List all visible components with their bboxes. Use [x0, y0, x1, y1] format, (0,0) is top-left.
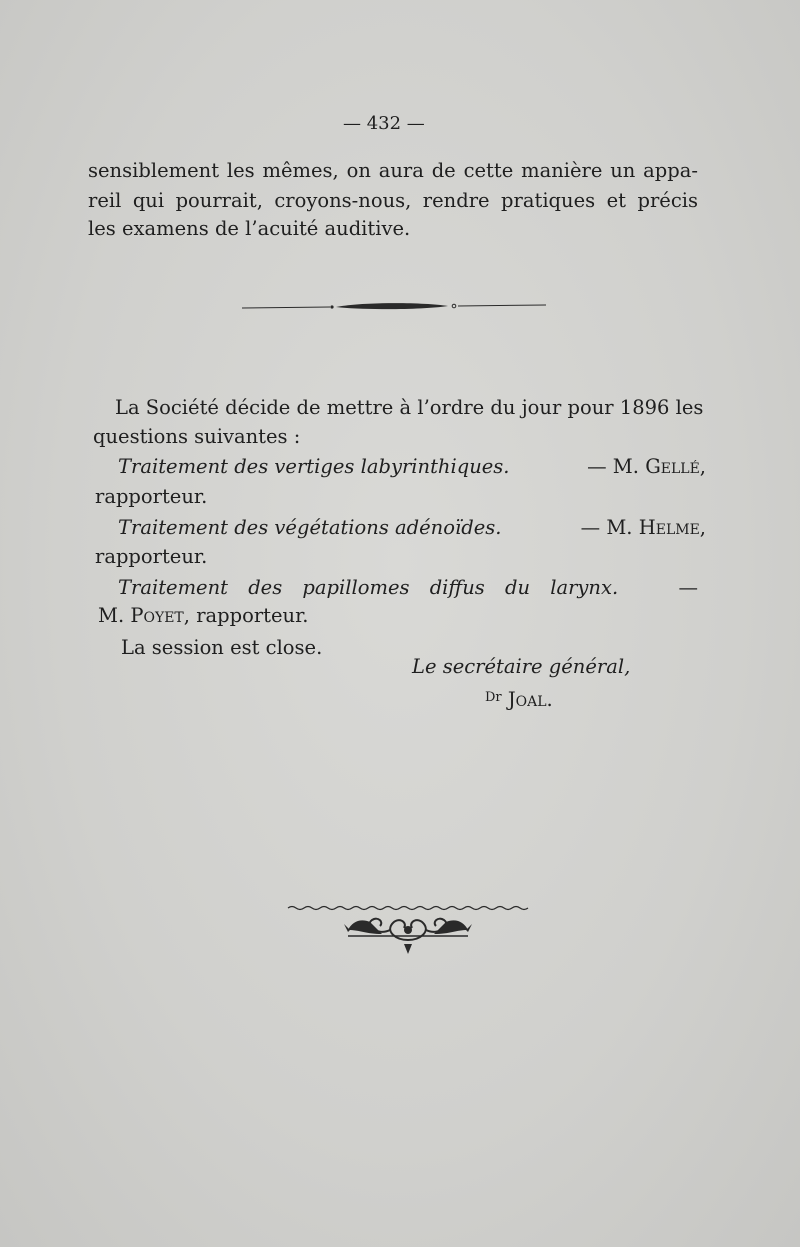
- question-3: [118, 572, 698, 603]
- question-1: [118, 451, 706, 482]
- closing-line: La session est close.: [121, 636, 323, 659]
- signature-dr: Dr: [485, 690, 502, 705]
- signature-name: [485, 682, 553, 715]
- intro-line-1: sensiblement les mêmes, on aura de cette manière un appa-: [88, 159, 698, 182]
- ornament-fleuron-icon: [286, 900, 530, 958]
- question-3-dash: —: [678, 576, 698, 599]
- decision-line-1: La Société décide de mettre à l’ordre du jour pour 1896 les: [115, 396, 704, 419]
- decision-line-2: questions suivantes :: [93, 425, 301, 448]
- section-divider-rule: [242, 296, 546, 316]
- question-2-role: rapporteur.: [95, 545, 208, 568]
- intro-line-2: reil qui pourrait, croyons-nous, rendre pratiques et précis: [88, 189, 698, 212]
- signature-joal: Joal.: [507, 688, 553, 711]
- question-2-attribution: — M. Helme,: [580, 516, 706, 539]
- intro-line-3: les examens de l’acuité auditive.: [88, 217, 411, 240]
- question-1-role: rapporteur.: [95, 485, 208, 508]
- signature-title: Le secrétaire général,: [412, 655, 631, 678]
- question-3-title: Traitement des papillomes diffus du larynx.: [118, 576, 619, 599]
- question-2: [118, 512, 706, 543]
- question-3-attribution: M. Poyet, rapporteur.: [98, 604, 309, 627]
- question-2-title: Traitement des végétations adénoïdes.: [118, 516, 502, 539]
- question-1-attribution: — M. Gellé,: [587, 455, 706, 478]
- page-number: — 432 —: [343, 113, 425, 134]
- question-1-title: Traitement des vertiges labyrinthiques.: [118, 455, 510, 478]
